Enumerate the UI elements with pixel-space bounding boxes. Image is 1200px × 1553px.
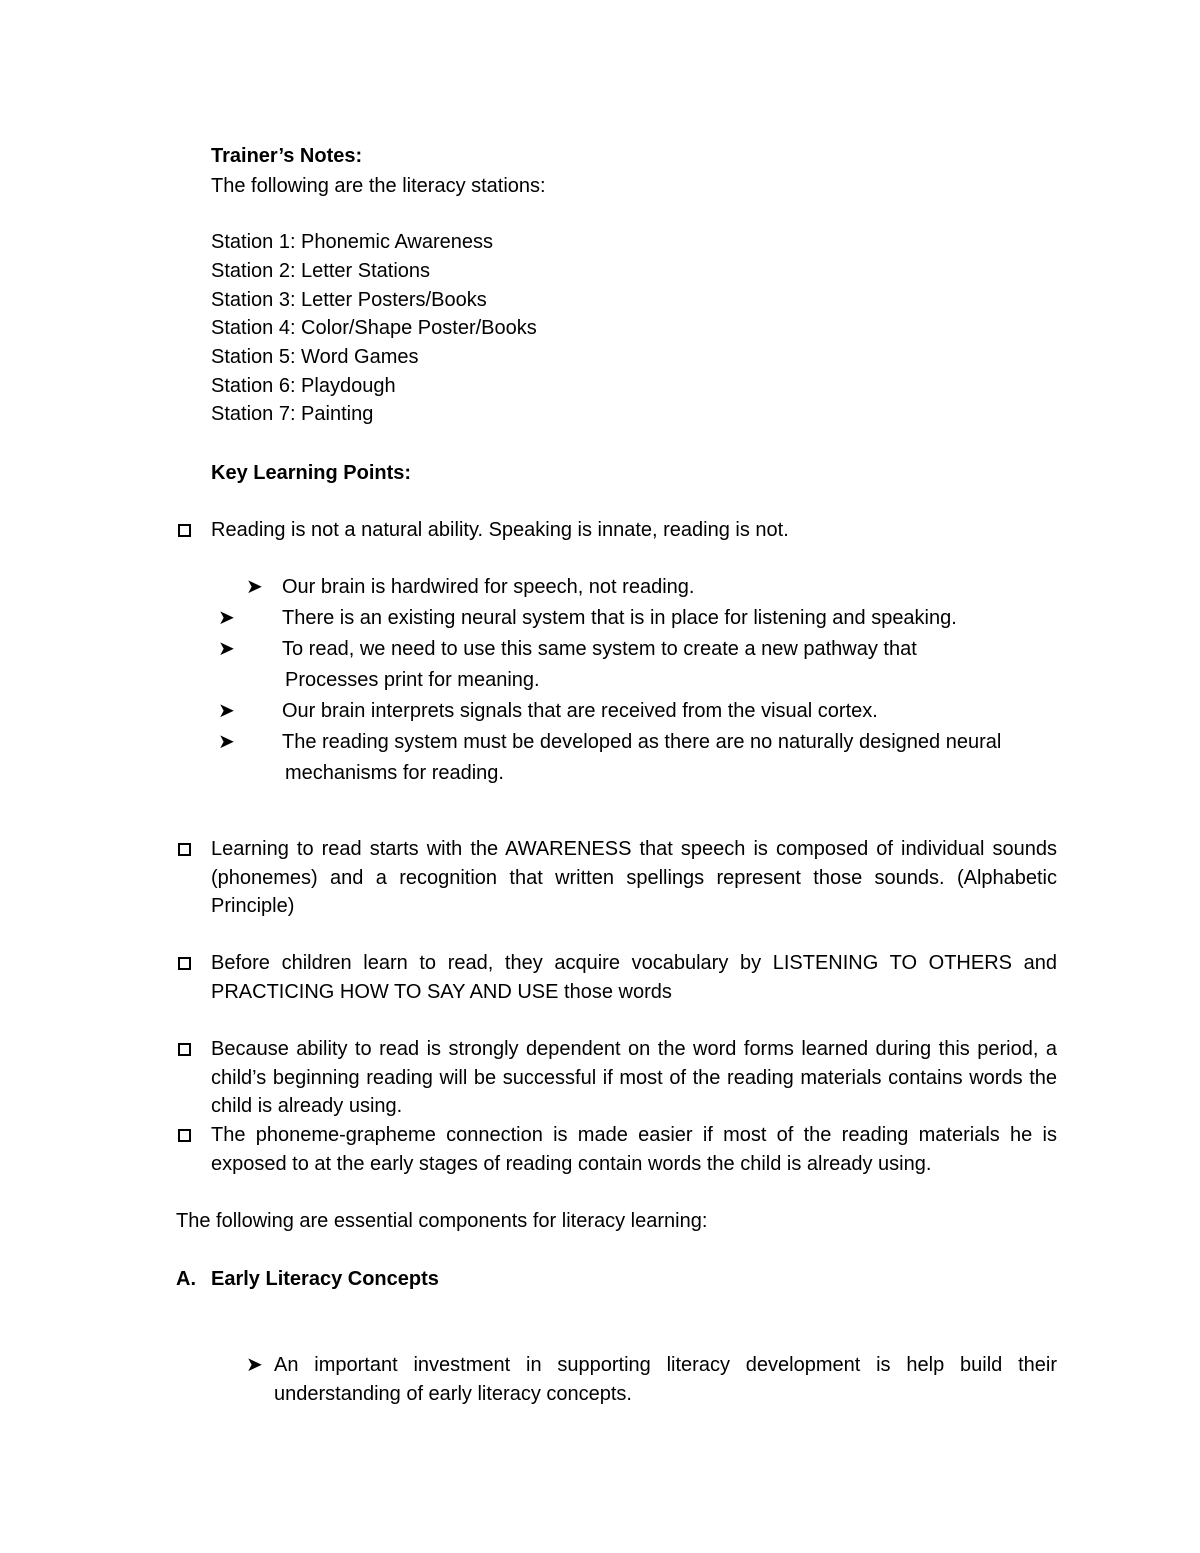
arrow-bullet-icon: ➤: [218, 607, 235, 629]
key-learning-points-heading: Key Learning Points:: [211, 462, 412, 484]
checkbox-icon: [178, 843, 191, 856]
checkbox-icon: [178, 1129, 191, 1142]
key-point-5: The phoneme-grapheme connection is made easier if most of the reading materials he is exposed to at the early stages of reading contain words the child is already using.: [211, 1124, 1057, 1175]
sub-point: Our brain interprets signals that are received from the visual cortex.: [282, 700, 878, 722]
arrow-bullet-icon: ➤: [246, 1354, 263, 1376]
checkbox-icon: [178, 524, 191, 537]
arrow-bullet-icon: ➤: [218, 700, 235, 722]
station-item: Station 1: Phonemic Awareness: [211, 231, 494, 253]
trainers-notes-heading: Trainer’s Notes:: [211, 145, 363, 167]
key-point-2: Learning to read starts with the AWARENESS that speech is composed of individual sounds (phonemes) and a recognition that written spellings represent those sounds. (Alphabetic Principle): [211, 838, 1057, 917]
checkbox-icon: [178, 1043, 191, 1056]
station-item: Station 3: Letter Posters/Books: [211, 289, 487, 311]
sub-point-continuation: Processes print for meaning.: [285, 669, 540, 691]
key-point-1: Reading is not a natural ability. Speaking is innate, reading is not.: [211, 519, 789, 541]
section-a-bullet: An important investment in supporting literacy development is help build their understanding of early literacy concepts.: [274, 1354, 1057, 1405]
sub-point-continuation: mechanisms for reading.: [285, 762, 504, 784]
stations-intro: The following are the literacy stations:: [211, 175, 546, 197]
station-item: Station 2: Letter Stations: [211, 260, 431, 282]
section-a-letter: A.: [176, 1268, 196, 1290]
sub-point: To read, we need to use this same system to create a new pathway that: [282, 638, 917, 660]
station-item: Station 6: Playdough: [211, 375, 396, 397]
arrow-bullet-icon: ➤: [218, 731, 235, 753]
station-item: Station 5: Word Games: [211, 346, 419, 368]
section-a-title: Early Literacy Concepts: [211, 1268, 439, 1290]
checkbox-icon: [178, 957, 191, 970]
station-item: Station 7: Painting: [211, 403, 374, 425]
components-intro: The following are essential components for literacy learning:: [176, 1210, 708, 1232]
key-point-4: Because ability to read is strongly dependent on the word forms learned during this period, a child’s beginning reading will be successful if most of the reading materials contains words the child is already using.: [211, 1038, 1057, 1117]
key-point-3: Before children learn to read, they acquire vocabulary by LISTENING TO OTHERS and PRACTICING HOW TO SAY AND USE those words: [211, 952, 1057, 1003]
arrow-bullet-icon: ➤: [246, 576, 263, 598]
sub-point: The reading system must be developed as there are no naturally designed neural: [282, 731, 1002, 753]
sub-point: Our brain is hardwired for speech, not reading.: [282, 576, 695, 598]
station-item: Station 4: Color/Shape Poster/Books: [211, 317, 537, 339]
arrow-bullet-icon: ➤: [218, 638, 235, 660]
sub-point: There is an existing neural system that is in place for listening and speaking.: [282, 607, 957, 629]
